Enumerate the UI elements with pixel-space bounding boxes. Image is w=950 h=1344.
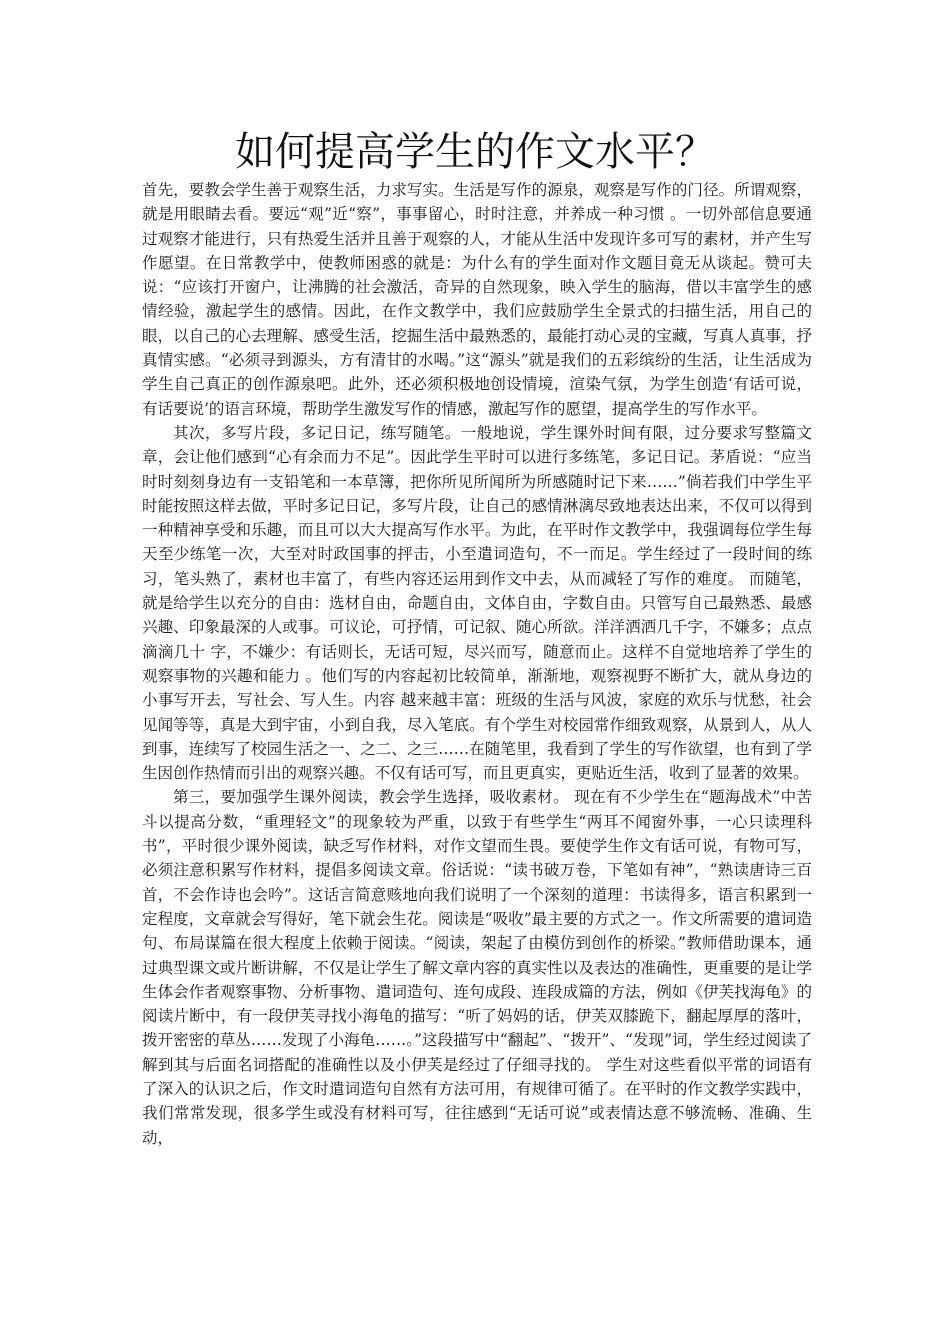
- document-body: [142, 178, 812, 1150]
- paragraph-1: 首先，要教会学生善于观察生活，力求写实。生活是写作的源泉，观察是写作的门径。所谓观察，就是用眼睛去看。要远“观”近“察”，事事留心，时时注意，并养成一种习惯 。一切外部信息要通过观察才能进行，只有热爱生活并且善于观察的人，才能从生活中发现许多可写的素材，并产生写作愿望。在日常教学中，使教师困惑的就是：为什么有的学生面对作文题目竟无从谈起。赞可夫说：“应该打开窗户，让沸腾的社会激活，奇异的自然现象，映入学生的脑海，借以丰富学生的感情经验，激起学生的感情。因此，在作文教学中，我们应鼓励学生全景式的扫描生活，用自己的眼，以自己的心去理解、感受生活，挖掘生活中最熟悉的，最能打动心灵的宝藏，写真人真事，抒真情实感。“必须寻到源头，方有清甘的水喝。”这“源头”就是我们的五彩缤纷的生活，让生活成为学生自己真正的创作源泉吧。此外，还必须积极地创设情境，渲染气氛，为学生创造‘有话可说，有话要说’的语言环境，帮助学生激发写作的情感，激起写作的愿望，提高学生的写作水平。: [142, 181, 812, 418]
- document-title: 如何提高学生的作文水平？: [235, 129, 715, 175]
- paragraph-3: 第三，要加强学生课外阅读，教会学生选择，吸收素材。 现在有不少学生在“题海战术”中苦斗以提高分数，“重理轻文”的现象较为严重，以致于有些学生“两耳不闻窗外事，一心只读理科书”，平时很少课外阅读，缺乏写作材料，对作文望而生畏。要使学生作文有话可说，有物可写，必须注意积累写作材料，提倡多阅读文章。俗话说：“读书破万卷，下笔如有神”，“熟读唐诗三百首，不会作诗也会吟”。这话言简意赅地向我们说明了一个深刻的道理：书读得多，语言积累到一定程度，文章就会写得好，笔下就会生花。阅读是“吸收”最主要的方式之一。作文所需要的遣词造句、布局谋篇在很大程度上依赖于阅读。“阅读，架起了由模仿到创作的桥梁。”教师借助课本，通过典型课文或片断讲解，不仅是让学生了解文章内容的真实性以及表达的准确性，更重要的是让学生体会作者观察事物、分析事物、遣词造句、连句成段、连段成篇的方法，例如《伊芙找海龟》的阅读片断中，有一段伊芙寻找小海龟的描写：“听了妈妈的话，伊芙双膝跪下，翻起厚厚的落叶，拨开密密的草丛……发现了小海龟……。”这段描写中“翻起”、“拨开”、“发现”词，学生经过阅读了解到其与后面名词搭配的准确性以及小伊芙是经过了仔细寻找的。 学生对这些看似平常的词语有了深入的认识之后，作文时遣词造句自然有方法可用，有规律可循了。在平时的作文教学实践中，我们常常发现，很多学生或没有材料可写，往往感到“无话可说”或表情达意不够流畅、准确、生动，: [142, 788, 812, 1147]
- paragraph-2: 其次，多写片段，多记日记，练写随笔。一般地说，学生课外时间有限，过分要求写整篇文章，会让他们感到“心有余而力不足”。因此学生平时可以进行多练笔，多记日记。茅盾说：“应当时时刻刻身边有一支铅笔和一本草簿，把你所见所闻所为所感随时记下来……”倘若我们中学生平时能按照这样去做，平时多记日记，多写片段，让自己的感情淋漓尽致地表达出来，不仅可以得到一种精神享受和乐趣，而且可以大大提高写作水平。为此，在平时作文教学中，我强调每位学生每天至少练笔一次，大至对时政国事的抨击，小至遣词造句，不一而足。学生经过了一段时间的练习，笔头熟了，素材也丰富了，有些内容还运用到作文中去，从而减轻了写作的难度。 而随笔，就是给学生以充分的自由：选材自由，命题自由，文体自由，字数自由。只管写自己最熟悉、最感兴趣、印象最深的人或事。可议论，可抒情，可记叙、随心所欲。洋洋洒洒几千字，不嫌多；点点滴滴几十 字，不嫌少：有话则长，无话可短，尽兴而写，随意而止。这样不自觉地培养了学生的观察事物的兴趣和能力 。他们写的内容起初比较简单，渐渐地，观察视野不断扩大，就从身边的小事写开去，写社会、写人生。内容 越来越丰富：班级的生活与风波，家庭的欢乐与忧愁，社会见闻等等，真是大到宇宙，小到自我，尽入笔底。有个学生对校园常作细致观察，从景到人，从人到事，连续写了校园生活之一、之二、之三……在随笔里，我看到了学生的写作欲望，也有到了学生因创作热情而引出的观察兴趣。不仅有话可写，而且更真实，更贴近生活，收到了显著的效果。: [142, 423, 812, 783]
